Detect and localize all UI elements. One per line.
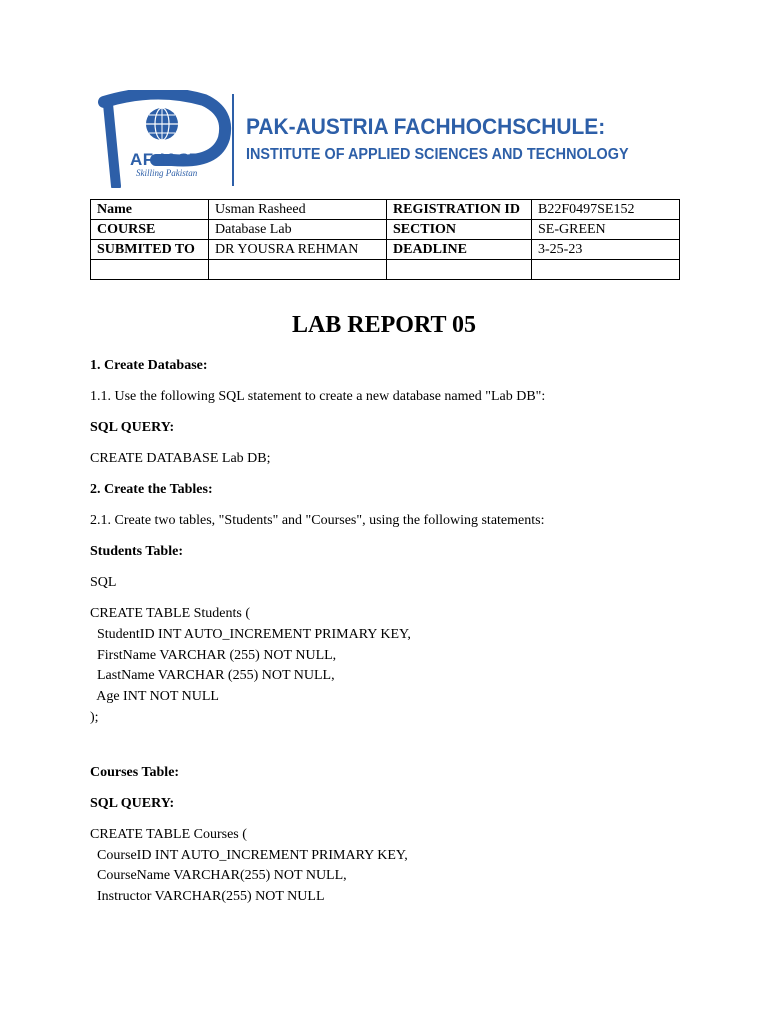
course-label: COURSE	[91, 220, 209, 240]
courses-query-label: SQL QUERY:	[90, 795, 175, 811]
registration-id-value: B22F0497SE152	[532, 200, 680, 220]
students-sql-label: SQL	[90, 575, 117, 590]
section-1-heading: 1. Create Database:	[90, 358, 208, 373]
deadline-value: 3-25-23	[532, 240, 680, 260]
section-1-query: CREATE DATABASE Lab DB;	[90, 451, 271, 466]
report-body	[90, 356, 690, 908]
institution-header	[96, 90, 676, 190]
org-name-line1: PAK-AUSTRIA FACHHOCHSCHULE:	[246, 114, 606, 139]
courses-create-code: CREATE TABLE Courses ( CourseID INT AUTO_INCREMENT PRIMARY KEY, CourseName VARCHAR(255) NOT NULL, Instructor VARCHAR(255) NOT NULL	[90, 826, 408, 905]
submitted-to-label: SUBMITED TO	[91, 240, 209, 260]
courses-table-heading: Courses Table:	[90, 764, 180, 780]
org-name-line2: INSTITUTE OF APPLIED SCIENCES AND TECHNOLOGY	[246, 146, 629, 163]
table-row	[91, 240, 680, 260]
name-label: Name	[91, 200, 209, 220]
section-2-heading: 2. Create the Tables:	[90, 482, 213, 497]
deadline-label: DEADLINE	[387, 240, 532, 260]
logo-badge-text: AF-IAST	[130, 150, 201, 169]
registration-id-label: REGISTRATION ID	[387, 200, 532, 220]
logo-tagline: Skilling Pakistan	[136, 168, 198, 178]
logo-divider	[232, 94, 234, 186]
students-create-code: CREATE TABLE Students ( StudentID INT AUTO_INCREMENT PRIMARY KEY, FirstName VARCHAR (255) NOT NULL, LastName VARCHAR (255) NOT NULL, Age INT NOT NULL );	[90, 606, 411, 725]
students-table-heading: Students Table:	[90, 544, 183, 559]
section-label: SECTION	[387, 220, 532, 240]
section-1-text: 1.1. Use the following SQL statement to create a new database named "Lab DB":	[90, 389, 546, 404]
name-value: Usman Rasheed	[209, 200, 387, 220]
table-row	[91, 200, 680, 220]
section-value: SE-GREEN	[532, 220, 680, 240]
section-2-text: 2.1. Create two tables, "Students" and "Courses", using the following statements:	[90, 513, 545, 528]
report-title: LAB REPORT 05	[291, 312, 477, 338]
student-info-table	[90, 199, 680, 280]
course-value: Database Lab	[209, 220, 387, 240]
section-1-query-label: SQL QUERY:	[90, 420, 175, 435]
submitted-to-value: DR YOUSRA REHMAN	[209, 240, 387, 260]
table-row	[91, 220, 680, 240]
table-row-empty	[91, 260, 680, 280]
